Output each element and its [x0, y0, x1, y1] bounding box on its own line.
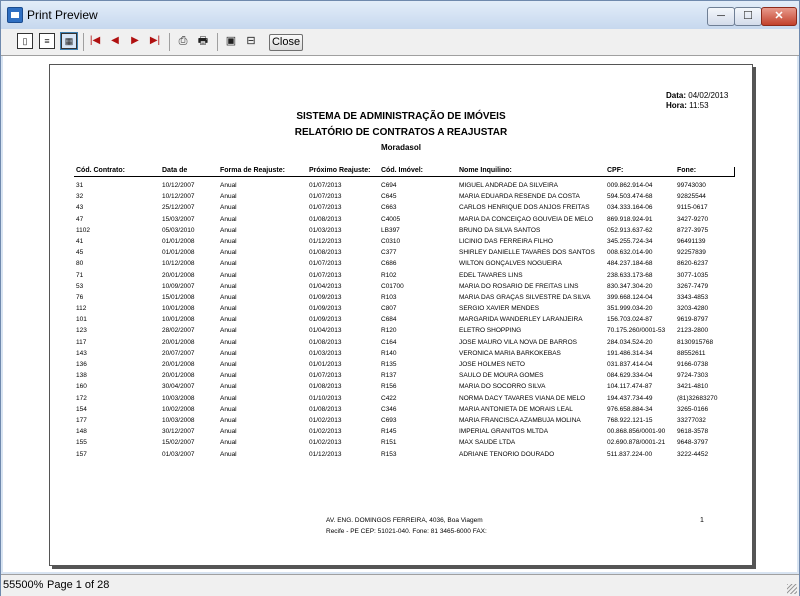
cell-contract: 155: [76, 439, 87, 447]
footer-contact: Recife - PE CEP: 51021-040. Fone: 81 3465-6000 FAX:: [326, 528, 487, 535]
footer-address: AV. ENG. DOMINGOS FERREIRA, 4036, Boa Viagem: [326, 517, 483, 524]
cell-tenant: MARIA FRANCISCA AZAMBUJA MOLINA: [459, 416, 581, 424]
table-row: [50, 202, 752, 213]
report-datetime: [666, 91, 728, 111]
cell-adjust-form: Anual: [220, 271, 237, 279]
cell-cpf: 399.668.124-04: [607, 293, 653, 301]
cell-tenant: MARIA EDUARDA RESENDE DA COSTA: [459, 193, 580, 201]
last-page-icon[interactable]: ▶|: [149, 35, 161, 46]
table-row: [50, 325, 752, 336]
report-title: SISTEMA DE ADMINISTRAÇÃO DE IMÓVEIS: [296, 111, 506, 122]
close-window-button[interactable]: ✕: [761, 7, 797, 26]
cell-property: C686: [381, 260, 397, 268]
cell-phone: (81)32683270: [677, 394, 718, 402]
cell-cpf: 976.658.884-34: [607, 405, 653, 413]
report-subtitle: RELATÓRIO DE CONTRATOS A REAJUSTAR: [294, 127, 508, 138]
cell-phone: 3265-0166: [677, 405, 709, 413]
cell-next-adjust: 01/08/2013: [309, 338, 342, 346]
cell-phone: 9724-7303: [677, 372, 709, 380]
table-row: [50, 426, 752, 437]
cell-date: 10/12/2007: [162, 182, 195, 189]
print-icon[interactable]: 🖶: [197, 35, 209, 47]
cell-contract: 123: [76, 327, 87, 335]
cell-tenant: JOSE MAURO VILA NOVA DE BARROS: [459, 338, 577, 346]
page-number: 1: [700, 517, 704, 524]
cell-cpf: 594.503.474-68: [607, 193, 653, 201]
cell-next-adjust: 01/07/2013: [309, 271, 342, 279]
cell-phone: 3203-4280: [677, 305, 709, 313]
table-row: [50, 359, 752, 370]
cell-date: 10/01/2008: [162, 316, 195, 324]
cell-property: C346: [381, 405, 397, 413]
cell-phone: 33277032: [677, 416, 706, 424]
table-row: [50, 314, 752, 325]
cell-property: R135: [381, 361, 397, 368]
cell-date: 28/02/2007: [162, 327, 195, 335]
cell-phone: 2123-2800: [677, 327, 709, 335]
cell-date: 10/12/2008: [162, 260, 195, 268]
cell-property: LB397: [381, 226, 400, 234]
col-next-adjust: Próximo Reajuste:: [309, 167, 371, 174]
cell-date: 15/02/2007: [162, 439, 195, 447]
cell-phone: 3343-4853: [677, 293, 709, 301]
cell-next-adjust: 01/08/2013: [309, 215, 342, 223]
cell-tenant: SERGIO XAVIER MENDES: [459, 305, 540, 313]
table-row: [50, 225, 752, 236]
cell-phone: 9115-0617: [677, 204, 708, 212]
cell-property: C663: [381, 204, 397, 212]
cell-property: R145: [381, 428, 397, 436]
toolbar: [1, 29, 799, 56]
cell-tenant: NORMA DACY TAVARES VIANA DE MELO: [459, 394, 586, 402]
cell-next-adjust: 01/09/2013: [309, 305, 342, 313]
cell-phone: 9166-0738: [677, 361, 709, 368]
col-tenant: Nome Inquilino:: [459, 167, 512, 174]
cell-property: R102: [381, 271, 397, 279]
cell-date: 01/01/2008: [162, 249, 195, 257]
cell-property: C164: [381, 338, 397, 346]
date-label: Data:: [666, 91, 687, 100]
cell-property: C694: [381, 182, 397, 189]
cell-adjust-form: Anual: [220, 282, 237, 290]
cell-next-adjust: 01/12/2013: [309, 450, 342, 458]
table-row: [50, 236, 752, 247]
cell-property: C422: [381, 394, 397, 402]
maximize-button[interactable]: ☐: [734, 7, 762, 26]
cell-cpf: 484.237.184-68: [607, 260, 653, 268]
cell-adjust-form: Anual: [220, 405, 237, 413]
cell-adjust-form: Anual: [220, 204, 237, 212]
time-value: 11:53: [689, 101, 709, 110]
cell-date: 10/12/2007: [162, 193, 195, 201]
title-bar: [1, 1, 799, 29]
minimize-button[interactable]: ─: [707, 7, 735, 26]
cell-cpf: 02.690.878/0001-21: [607, 439, 666, 447]
cell-date: 20/01/2008: [162, 372, 195, 380]
cell-cpf: 194.437.734-49: [607, 394, 653, 402]
cell-tenant: SAULO DE MOURA GOMES: [459, 372, 544, 380]
cell-property: C807: [381, 305, 397, 313]
cell-date: 10/02/2008: [162, 405, 195, 413]
cell-adjust-form: Anual: [220, 305, 237, 313]
cell-property: R103: [381, 293, 397, 301]
cell-cpf: 511.837.224-00: [607, 450, 653, 458]
cell-contract: 32: [76, 193, 84, 201]
cell-next-adjust: 01/01/2013: [309, 361, 342, 368]
table-row: [50, 191, 752, 202]
page-width-icon[interactable]: ▯: [17, 33, 33, 49]
cell-adjust-form: Anual: [220, 215, 237, 223]
cell-cpf: 869.918.924-91: [607, 215, 653, 223]
cell-next-adjust: 01/07/2013: [309, 260, 342, 268]
cell-phone: 3421-4810: [677, 383, 709, 391]
cell-date: 10/03/2008: [162, 394, 195, 402]
cell-phone: 92825544: [677, 193, 706, 201]
col-contract: Cód. Contrato:: [76, 167, 125, 174]
table-row: [50, 449, 752, 460]
cell-phone: 96491139: [677, 237, 706, 245]
table-row: [50, 404, 752, 415]
cell-date: 10/03/2008: [162, 416, 195, 424]
cell-adjust-form: Anual: [220, 394, 237, 402]
cell-cpf: 00.868.856/0001-90: [607, 428, 666, 436]
cell-next-adjust: 01/07/2013: [309, 193, 342, 201]
cell-adjust-form: Anual: [220, 361, 237, 368]
table-row: [50, 303, 752, 314]
cell-contract: 45: [76, 249, 84, 257]
cell-next-adjust: 01/10/2013: [309, 394, 342, 402]
cell-adjust-form: Anual: [220, 260, 237, 268]
cell-date: 10/09/2007: [162, 282, 195, 290]
cell-contract: 53: [76, 282, 84, 290]
cell-contract: 76: [76, 293, 84, 301]
report-rows: [50, 180, 752, 460]
cell-cpf: 351.999.034-20: [607, 305, 653, 313]
toolbar-separator: [169, 33, 170, 51]
col-cpf: CPF:: [607, 167, 624, 174]
cell-contract: 172: [76, 394, 87, 402]
cell-phone: 3427-9270: [677, 215, 709, 223]
cell-date: 30/12/2007: [162, 428, 195, 436]
cell-tenant: CARLOS HENRIQUE DOS ANJOS FREITAS: [459, 204, 590, 212]
table-row: [50, 258, 752, 269]
cell-phone: 9618-3578: [677, 428, 709, 436]
table-row: [50, 393, 752, 404]
cell-adjust-form: Anual: [220, 416, 237, 424]
cell-tenant: ELETRO SHOPPING: [459, 327, 522, 335]
cell-date: 05/03/2010: [162, 226, 195, 234]
cell-adjust-form: Anual: [220, 372, 237, 380]
save-icon[interactable]: ▣: [225, 35, 237, 47]
table-row: [50, 415, 752, 426]
cell-next-adjust: 01/07/2013: [309, 182, 342, 189]
cell-contract: 177: [76, 416, 87, 424]
cell-cpf: 768.922.121-15: [607, 416, 653, 424]
cell-property: C4005: [381, 215, 401, 223]
cell-adjust-form: Anual: [220, 226, 237, 234]
cell-contract: 112: [76, 305, 87, 313]
cell-adjust-form: Anual: [220, 193, 237, 201]
cell-tenant: VERONICA MARIA BARKOKEBAS: [459, 349, 561, 357]
cell-tenant: BRUNO DA SILVA SANTOS: [459, 226, 541, 234]
table-row: [50, 247, 752, 258]
cell-phone: 8130915768: [677, 338, 714, 346]
table-row: [50, 337, 752, 348]
table-row: [50, 348, 752, 359]
cell-cpf: 238.633.173-68: [607, 271, 653, 279]
cell-cpf: 031.837.414-04: [607, 361, 653, 368]
cell-date: 30/04/2007: [162, 383, 195, 391]
resize-grip-icon[interactable]: [787, 584, 797, 594]
cell-cpf: 284.034.524-20: [607, 338, 653, 346]
table-row: [50, 180, 752, 191]
col-adjust-form: Forma de Reajuste:: [220, 167, 285, 174]
cell-phone: 8620-6237: [677, 260, 709, 268]
cell-tenant: MARIA DA CONCEIÇAO GOUVEIA DE MELO: [459, 215, 594, 223]
cell-contract: 138: [76, 372, 87, 380]
cell-date: 10/01/2008: [162, 305, 195, 313]
col-date: Data de: [162, 167, 188, 174]
cell-date: 15/03/2007: [162, 215, 195, 223]
cell-date: 01/01/2008: [162, 237, 195, 245]
cell-cpf: 034.333.164-06: [607, 204, 653, 212]
cell-adjust-form: Anual: [220, 338, 237, 346]
cell-property: R120: [381, 327, 397, 335]
cell-adjust-form: Anual: [220, 450, 237, 458]
cell-tenant: IMPERIAL GRANITOS MLTDA: [459, 428, 549, 436]
cell-phone: 3267-7479: [677, 282, 709, 290]
status-bar: [1, 574, 799, 596]
cell-cpf: 345.255.724-34: [607, 237, 653, 245]
cell-next-adjust: 01/07/2013: [309, 372, 342, 380]
cell-next-adjust: 01/02/2013: [309, 428, 342, 436]
cell-adjust-form: Anual: [220, 249, 237, 257]
cell-cpf: 084.629.334-04: [607, 372, 653, 380]
cell-cpf: 830.347.304-20: [607, 282, 653, 290]
print-setup-icon[interactable]: ⎙: [178, 35, 188, 47]
cell-contract: 160: [76, 383, 87, 391]
cell-date: 20/01/2008: [162, 338, 195, 346]
cell-next-adjust: 01/03/2013: [309, 226, 342, 234]
cell-contract: 80: [76, 260, 84, 268]
col-property: Cód. Imóvel:: [381, 167, 424, 174]
table-row: [50, 214, 752, 225]
cell-tenant: MIGUEL ANDRADE DA SILVEIRA: [459, 182, 558, 189]
cell-contract: 101: [76, 316, 87, 324]
cell-adjust-form: Anual: [220, 349, 237, 357]
cell-property: R156: [381, 383, 397, 391]
cell-cpf: 009.862.914-04: [607, 182, 653, 189]
cell-adjust-form: Anual: [220, 182, 237, 189]
cell-contract: 43: [76, 204, 84, 212]
cell-tenant: MARGARIDA WANDERLEY LARANJEIRA: [459, 316, 583, 324]
time-label: Hora:: [666, 101, 687, 110]
cell-tenant: MARIA DAS GRAÇAS SILVESTRE DA SILVA: [459, 293, 591, 301]
cell-next-adjust: 01/07/2013: [309, 204, 342, 212]
cell-tenant: LICINIO DAS FERREIRA FILHO: [459, 237, 553, 245]
cell-adjust-form: Anual: [220, 383, 237, 391]
cell-contract: 136: [76, 361, 87, 368]
cell-adjust-form: Anual: [220, 439, 237, 447]
close-button[interactable]: Close: [269, 34, 303, 51]
cell-phone: 3077-1035: [677, 271, 709, 279]
cell-next-adjust: 01/04/2013: [309, 327, 342, 335]
cell-property: C684: [381, 316, 397, 324]
cell-property: R153: [381, 450, 397, 458]
cell-tenant: JOSE HOLMES NETO: [459, 361, 525, 368]
cell-next-adjust: 01/02/2013: [309, 439, 342, 447]
cell-tenant: MARIA DO ROSARIO DE FREITAS LINS: [459, 282, 579, 290]
cell-next-adjust: 01/03/2013: [309, 349, 342, 357]
cell-next-adjust: 01/12/2013: [309, 237, 342, 245]
cell-property: R151: [381, 439, 397, 447]
table-row: [50, 437, 752, 448]
cell-adjust-form: Anual: [220, 237, 237, 245]
cell-cpf: 052.913.637-62: [607, 226, 653, 234]
cell-contract: 41: [76, 237, 84, 245]
cell-contract: 143: [76, 349, 87, 357]
cell-property: R137: [381, 372, 397, 380]
previous-page-icon[interactable]: ◀: [111, 35, 119, 46]
cell-cpf: 70.175.260/0001-53: [607, 327, 666, 335]
cell-property: C01700: [381, 282, 404, 290]
cell-phone: 3222-4452: [677, 450, 709, 458]
toolbar-separator: [83, 33, 84, 51]
cell-property: C377: [381, 249, 397, 257]
cell-tenant: ADRIANE TENORIO DOURADO: [459, 450, 555, 458]
cell-cpf: 008.632.014-90: [607, 249, 653, 257]
cell-property: C693: [381, 416, 397, 424]
cell-phone: 99743030: [677, 182, 706, 189]
open-icon[interactable]: ⊟: [246, 35, 256, 47]
cell-contract: 31: [76, 182, 84, 189]
cell-cpf: 104.117.474-87: [607, 383, 653, 391]
cell-property: C0310: [381, 237, 401, 245]
window-title: Print Preview: [27, 8, 98, 22]
cell-phone: 9619-8797: [677, 316, 709, 324]
cell-next-adjust: 01/09/2013: [309, 293, 342, 301]
cell-contract: 157: [76, 450, 87, 458]
next-page-icon[interactable]: ▶: [131, 35, 139, 46]
cell-adjust-form: Anual: [220, 293, 237, 301]
cell-date: 25/12/2007: [162, 204, 195, 212]
cell-date: 20/07/2007: [162, 349, 195, 357]
cell-next-adjust: 01/08/2013: [309, 405, 342, 413]
cell-next-adjust: 01/04/2013: [309, 282, 342, 290]
cell-tenant: MARIA DO SOCORRO SILVA: [459, 383, 546, 391]
cell-contract: 71: [76, 271, 84, 279]
cell-property: C645: [381, 193, 397, 201]
date-value: 04/02/2013: [688, 91, 729, 100]
cell-phone: 92257839: [677, 249, 706, 257]
cell-phone: 88552611: [677, 349, 706, 357]
cell-contract: 47: [76, 215, 84, 223]
toolbar-separator: [217, 33, 218, 51]
two-pages-icon[interactable]: ≡: [39, 33, 55, 49]
cell-property: R140: [381, 349, 397, 357]
cell-next-adjust: 01/09/2013: [309, 316, 342, 324]
table-row: [50, 270, 752, 281]
table-row: [50, 381, 752, 392]
cell-tenant: WILTON GONÇALVES NOGUEIRA: [459, 260, 562, 268]
cell-tenant: SHIRLEY DANIELLE TAVARES DOS SANTOS: [459, 249, 595, 257]
preview-area[interactable]: [3, 56, 797, 572]
report-company: Moradasol: [380, 143, 421, 152]
cell-phone: 8727-3975: [677, 226, 709, 234]
multiple-pages-icon[interactable]: ▦: [61, 33, 77, 49]
report-footer: [326, 515, 487, 537]
cell-adjust-form: Anual: [220, 316, 237, 324]
cell-cpf: 191.486.314-34: [607, 349, 653, 357]
cell-tenant: EDEL TAVARES LINS: [459, 271, 523, 279]
cell-phone: 9648-3797: [677, 439, 709, 447]
cell-adjust-form: Anual: [220, 327, 237, 335]
cell-next-adjust: 01/08/2013: [309, 249, 342, 257]
cell-tenant: MAX SAUDE LTDA: [459, 439, 516, 447]
cell-adjust-form: Anual: [220, 428, 237, 436]
table-row: [50, 292, 752, 303]
cell-date: 20/01/2008: [162, 361, 195, 368]
header-divider: [74, 176, 734, 177]
page-info: Page 1 of 28: [47, 579, 110, 591]
cell-contract: 117: [76, 338, 87, 346]
first-page-icon[interactable]: |◀: [89, 35, 101, 46]
cell-date: 20/01/2008: [162, 271, 195, 279]
cell-cpf: 156.703.024-87: [607, 316, 653, 324]
app-icon: [7, 7, 23, 23]
cell-next-adjust: 01/02/2013: [309, 416, 342, 424]
table-row: [50, 281, 752, 292]
cell-contract: 1102: [76, 226, 90, 234]
cell-date: 01/03/2007: [162, 450, 195, 458]
zoom-level: 55500%: [3, 579, 44, 591]
cell-contract: 154: [76, 405, 87, 413]
cell-contract: 148: [76, 428, 87, 436]
cell-tenant: MARIA ANTONIETA DE MORAIS LEAL: [459, 405, 573, 413]
header-divider-end: [734, 167, 735, 177]
cell-date: 15/01/2008: [162, 293, 195, 301]
report-page: [49, 64, 753, 566]
table-row: [50, 370, 752, 381]
col-phone: Fone:: [677, 167, 697, 174]
cell-next-adjust: 01/08/2013: [309, 383, 342, 391]
